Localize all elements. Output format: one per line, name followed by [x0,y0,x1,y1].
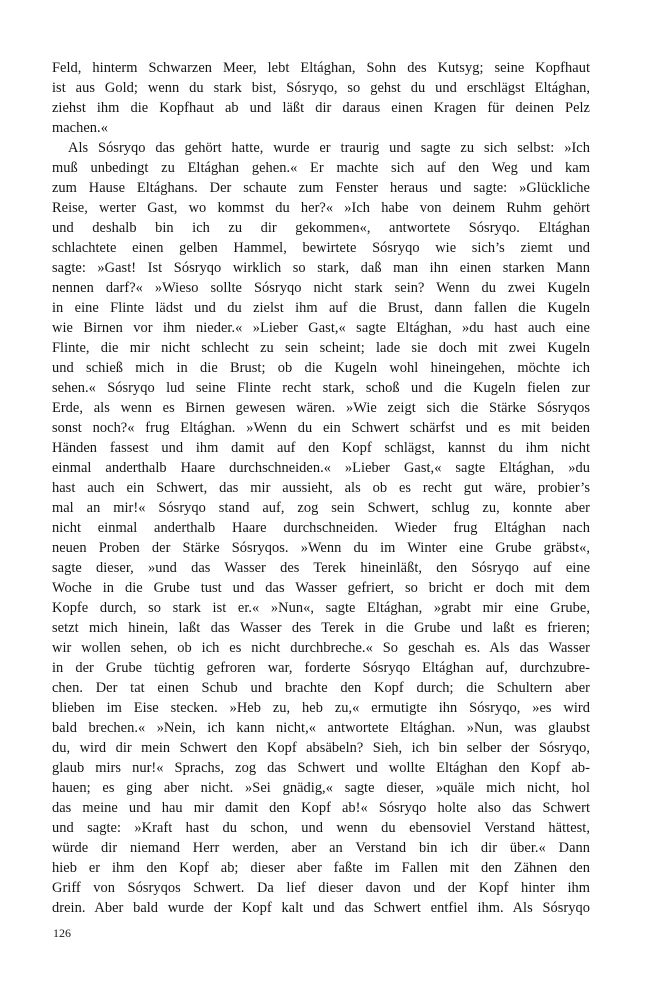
text-line: schlachtete einen gelben Hammel, bewirtete Sósryqo wie sich’s ziemt und [52,240,590,256]
text-line: und sagte: »Kraft hast du schon, und wenn du ebensoviel Verstand hättest, [52,820,590,836]
text-line: muß unbedingt zu Eltághan gehen.« Er machte sich auf den Weg und kam [52,160,590,176]
text-line: sonst noch?« frug Eltághan. »Wenn du ein Schwert schärfst und es mit beiden [52,420,590,436]
text-line: hieb er ihm den Kopf ab; dieser aber faßte im Fallen mit den Zähnen den [52,860,590,876]
text-line: wir wollen sehen, ob ich es nicht durchbreche.« So geschah es. Als das Wasser [52,640,590,656]
text-line: Kopfe durch, so stark ist er.« »Nun«, sagte Eltághan, »grabt mir eine Grube, [52,600,590,616]
text-line: machen.« [52,120,108,136]
text-line: sagte: »Gast! Ist Sósryqo wirklich so stark, daß man ihn einen starken Mann [52,260,590,276]
text-block [52,58,590,918]
text-line: Flinte, die mir nicht schlecht zu sein scheint; lade sie doch mit zwei Kugeln [52,340,590,356]
text-line: Woche in die Grube tust und das Wasser gefriert, so bricht er doch mit dem [52,580,590,596]
text-line: und deshalb bin ich zu dir gekommen«, antwortete Sósryqo. Eltághan [52,220,590,236]
text-line: Erde, als wenn es Birnen gewesen wären. »Wie zeigt sich die Stärke Sósryqos [52,400,590,416]
page-number: 126 [53,926,71,940]
text-line: ist aus Gold; wenn du stark bist, Sósryqo, so gehst du und erschlägst Eltághan, [52,80,590,96]
text-line: Feld, hinterm Schwarzen Meer, lebt Eltághan, Sohn des Kutsyg; seine Kopfhaut [52,60,590,76]
text-line: mal an mir!« Sósryqo stand auf, zog sein Schwert, schlug zu, konnte aber [52,500,590,516]
text-line: chen. Der tat einen Schub und brachte den Kopf durch; die Schultern aber [52,680,590,696]
text-line: drein. Aber bald wurde der Kopf kalt und das Schwert entfiel ihm. Als Sósryqo [52,900,590,916]
text-line: sagte dieser, »und das Wasser des Terek hineinläßt, den Sósryqo auf eine [52,560,590,576]
text-line: bald brechen.« »Nein, ich kann nicht,« antwortete Eltághan. »Nun, was glaubst [52,720,590,736]
text-line: und schieß mich in die Brust; ob die Kugeln wohl hineingehen, möchte ich [52,360,590,376]
text-line: setzt mich hinein, laßt das Wasser des Terek in die Grube und laßt es frieren; [52,620,590,636]
text-line: Händen fassest und ihm damit auf den Kopf schlägst, kannst du ihm nicht [52,440,590,456]
text-line: du, wird dir mein Schwert den Kopf absäbeln? Sieh, ich bin selber der Sósryqo, [52,740,590,756]
text-line: in eine Flinte lädst und du zielst ihm auf die Brust, dann fallen die Kugeln [52,300,590,316]
text-line: sehen.« Sósryqo lud seine Flinte recht stark, schoß und die Kugeln fielen zur [52,380,590,396]
text-line: wie Birnen vor ihm nieder.« »Lieber Gast,« sagte Eltághan, »du hast auch eine [52,320,590,336]
text-line: Griff von Sósryqos Schwert. Da lief dieser davon und der Kopf hinter ihm [52,880,590,896]
text-line: Als Sósryqo das gehört hatte, wurde er traurig und sagte zu sich selbst: »Ich [68,140,590,156]
text-line: einmal anderthalb Haare durchschneiden.« »Lieber Gast,« sagte Eltághan, »du [52,460,590,476]
text-line: hast auch ein Schwert, das mir aussieht, als ob es recht gut wäre, probier’s [52,480,590,496]
text-line: Reise, werter Gast, wo kommst du her?« »Ich habe von deinem Ruhm gehört [52,200,590,216]
text-line: blieben im Eise stecken. »Heb zu, heb zu,« ermutigte ihn Sósryqo, »es wird [52,700,590,716]
text-line: in der Grube tüchtig gefroren war, forderte Sósryqo Eltághan auf, durchzubre- [52,660,590,676]
text-line: ziehst ihm die Kopfhaut ab und läßt dir daraus einen Kragen für deinen Pelz [52,100,590,116]
text-line: glaub mirs nur!« Sprachs, zog das Schwert und wollte Eltághan den Kopf ab- [52,760,590,776]
text-line: neuen Proben der Stärke Sósryqos. »Wenn du im Winter eine Grube gräbst«, [52,540,590,556]
text-line: nennen darf?« »Wieso sollte Sósryqo nicht stark sein? Wenn du zwei Kugeln [52,280,590,296]
text-line: das meine und hau mir damit den Kopf ab!« Sósryqo holte also das Schwert [52,800,590,816]
text-line: zum Hause Eltághans. Der schaute zum Fenster heraus und sagte: »Glückliche [52,180,590,196]
text-line: würde dir niemand Herr werden, aber an Verstand bin ich dir über.« Dann [52,840,590,856]
text-line: nicht einmal anderthalb Haare durchschneiden. Wieder frug Eltághan nach [52,520,590,536]
text-line: hauen; es ging aber nicht. »Sei gnädig,« sagte dieser, »quäle mich nicht, hol [52,780,590,796]
